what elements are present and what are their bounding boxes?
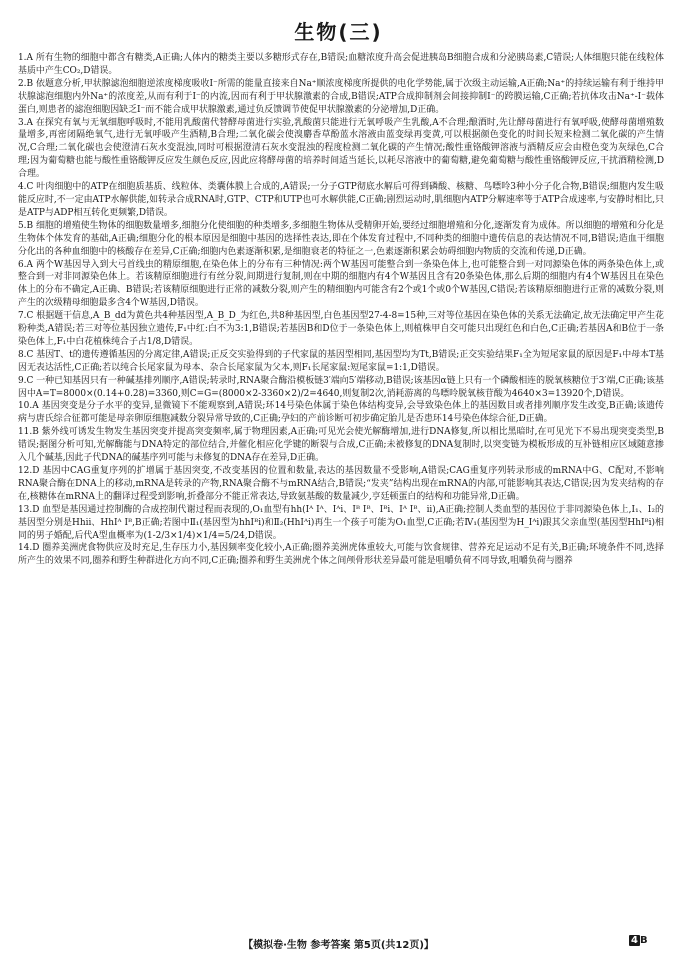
item-text: A 两个W基因导入到大弓首线虫的精原细胞,在染色体上的分布有三种情况:两个W基因可能整合到一条染色体上,也可能整合到一对同源染色体的两条染色体上,或整合到一对非同源染色体上。若该精原细胞进行有丝分裂,间期进行复制,则在中期的细胞内有4个W基因且含有20条染色体,那么后期的细胞内有4个W基因且在染色体上的分布不确定,A正确、B错误;若该精原细胞进行正常的减数分裂,则产生的精细胞内可能含有2个或1个或0个W基因,C错误;若该精原细胞进行正常的减数分裂,则产生的次级精母细胞最多含4个W基因,D错误。 bbox=[18, 259, 664, 309]
answer-item bbox=[18, 542, 664, 568]
item-number: 13. bbox=[18, 504, 33, 515]
answer-item bbox=[18, 465, 664, 504]
item-number: 11. bbox=[18, 427, 33, 438]
answer-item bbox=[18, 426, 664, 465]
answer-item bbox=[18, 78, 664, 117]
item-number: 10. bbox=[18, 401, 33, 412]
item-number: 7. bbox=[18, 311, 27, 322]
answer-item bbox=[18, 375, 664, 401]
item-text: A 基因突变是分子水平的变异,显微镜下不能观察到,A错误;环14号染色体属于染色体结构变异,会导致染色体上的基因数目或者排列顺序发生改变,B正确;该遗传病与唐氏综合征都可能是母亲卵原细胞减数分裂异常导致的,C正确;孕妇的产前诊断可初步确定胎儿是否患环14号染色体综合征,D正确。 bbox=[18, 401, 664, 425]
page-footer: 【模拟卷·生物 参考答案 第5页(共12页)】 bbox=[243, 940, 434, 951]
item-text: D 基因中CAG重复序列的扩增属于基因突变,不改变基因的位置和数量,表达的基因数量不受影响,A错误;CAG重复序列转录形成的mRNA中G、C配对,不影响RNA聚合酶在DNA上的移动,mRNA是转录的产物,RNA聚合酶不与mRNA结合,B错误;“发夹”结构出现在mRNA的内部,可能影响其表达,C错误;因为发夹结构的存在,核糖体在mRNA上的翻译过程受到影响,折叠部分不能正常表达,导致氨基酸的数量减少,亨廷顿蛋白的结构和功能异常,D正确。 bbox=[18, 466, 664, 502]
item-number: 8. bbox=[18, 349, 27, 360]
answer-item bbox=[18, 52, 664, 78]
item-text: C 一种已知基因只有一种碱基排列顺序,A错误;转录时,RNA聚合酶沿模板链3′端向5′端移动,B错误;该基因α链上只有一个磷酸相连的脱氧核糖位于3′端,C正确;该基因中A=T=8000×(0.14+0.28)=3360,则C=G=(8000×2-3360×2)/2=4640,则复制2次,消耗游离的鸟嘌呤脱氧核苷酸为4640×3=13920个,D错误。 bbox=[18, 375, 664, 399]
item-text: B 依题意分析,甲状腺滤泡细胞逆浓度梯度吸收I⁻所需的能量直接来自Na⁺顺浓度梯度所提供的电化学势能,属于次级主动运输,A正确;Na⁺的持续运输有利于维持甲状腺滤泡细胞内外Na⁺的浓度差,从而有利于I⁻的内流,因而有利于甲状腺激素的合成,B错误;ATP合成抑制剂会间接抑制I⁻的跨膜运输,C正确;若抗体攻击Na⁺-I⁻载体蛋白,则患者的滤泡细胞因缺乏I⁻而不能合成甲状腺激素,通过负反馈调节使促甲状腺激素的分泌增加,D正确。 bbox=[18, 78, 664, 115]
item-text: C 基因T、t的遗传遵循基因的分离定律,A错误;正反交实验得到的子代家鼠的基因型相同,基因型均为Tt,B错误;正交实验结果F₁全为短尾家鼠的原因是F₁中母本T基因无表达活性,C正确;若以纯合长尾家鼠为母本、杂合长尾家鼠为父本,则F₁长尾家鼠:短尾家鼠=1:1,D错误。 bbox=[18, 349, 664, 373]
answer-item bbox=[18, 220, 664, 259]
badge-number: 4 bbox=[631, 935, 638, 946]
answer-item bbox=[18, 259, 664, 311]
item-number: 2. bbox=[18, 78, 27, 89]
answer-item bbox=[18, 504, 664, 543]
answer-item bbox=[18, 400, 664, 426]
item-number: 5. bbox=[18, 220, 27, 231]
answer-item bbox=[18, 117, 664, 182]
item-number: 4. bbox=[18, 182, 27, 193]
item-text: B 细胞的增殖使生物体的细胞数量增多,细胞分化使细胞的种类增多,多细胞生物体从受精卵开始,要经过细胞增殖和分化,逐渐发育为成体。所以细胞的增殖和分化是生物体个体发育的基础,A正确;细胞分化的根本原因是细胞中基因的选择性表达,即在个体发育过程中,不同种类的细胞中遗传信息的表达情况不同,B错误;造血干细胞分化出的各种血细胞中的核酸存在差异,C正确;细胞内色素逐渐积累,是细胞衰老的特征之一,色素逐渐积累会妨碍细胞内物质的交流和传递,D正确。 bbox=[18, 220, 664, 257]
answer-item bbox=[18, 181, 664, 220]
answer-item bbox=[18, 349, 664, 375]
item-number: 14. bbox=[18, 543, 33, 554]
item-number: 9. bbox=[18, 375, 27, 386]
item-number: 1. bbox=[18, 53, 27, 63]
badge-letter: B bbox=[639, 935, 648, 946]
item-number: 12. bbox=[18, 466, 33, 476]
answer-list bbox=[18, 52, 664, 568]
item-text: C 根据题干信息,A_B_dd为黄色共4种基因型,A_B_D_为红色,共8种基因型,白色基因型27-4-8=15种,三对等位基因在染色体的关系无法确定,故无法确定甲产生花粉种类,A错误;若三对等位基因独立遗传,F₁中红:白不为3:1,B错误;若基因B和D位于一条染色体上,则植株甲自交可能只出现红色和白色,C正确;若基因A和B位于一条染色体上,F₁中白花植株纯合子占1/8,D错误。 bbox=[18, 311, 664, 347]
page-title: 生物(三) bbox=[294, 20, 383, 44]
item-text: D 血型是基因通过控制酶的合成控制代谢过程而表现的,O₁血型有hh(Iᴬ Iᴬ、Iᴬi、Iᴮ Iᴮ、Iᴮi、Iᴬ Iᴮ、ii),A正确;控制人类血型的基因位于非同源染色体上,Ⅰ₁、Ⅰ₂的基因型分别是Hhii、HhIᴬ Iᴮ,B正确;若图中Ⅱ₁(基因型为hhIᴮi)和Ⅱ₂(HhIᴬi)再生一个孩子可能为O₁血型,C正确;若Ⅳ₁(基因型为H_Iᴬi)跟其父亲血型(基因型HhIᴮi)相同的男子婚配,后代A型血概率为(1-2/3×1/4)×1/4=5/24,D错误。 bbox=[18, 504, 664, 541]
item-number: 3. bbox=[18, 117, 27, 128]
item-number: 6. bbox=[18, 259, 27, 270]
version-badge bbox=[629, 935, 648, 946]
item-text: A 所有生物的细胞中都含有糖类,A正确;人体内的糖类主要以多糖形式存在,B错误;血糖浓度升高会促进胰岛B细胞合成和分泌胰岛素,C错误;人体细胞只能在线粒体基质中产生CO₂,D错误。 bbox=[18, 53, 664, 76]
item-text: A 在探究有氧与无氧细胞呼吸时,不能用乳酸菌代替酵母菌进行实验,乳酸菌只能进行无氧呼吸产生乳酸,A不合理;酿酒时,先让酵母菌进行有氧呼吸,使酵母菌增殖数量增多,再密闭隔绝氧气,进行无氧呼吸产生酒精,B合理;二氧化碳会使溴麝香草酚蓝水溶液由蓝变绿再变黄,可以根据颜色变化的时间长短来检测二氧化碳的产生情况,C合理;二氧化碳也会使澄清石灰水变混浊,同时可根据澄清石灰水变混浊的程度检测二氧化碳的产生情况;酸性重铬酸钾溶液与酒精反应会由橙色变为灰绿色,C合理;因为葡萄糖也能与酸性重铬酸钾反应发生颜色反应,因此应将酵母菌的培养时间适当延长,以耗尽溶液中的葡萄糖,避免葡萄糖与酸性重铬酸钾反应,干扰酒精检测,D合理。 bbox=[18, 117, 664, 180]
answer-item bbox=[18, 310, 664, 349]
item-text: D 圈养美洲虎食物供应及时充足,生存压力小,基因频率变化较小,A正确;圈养美洲虎体重较大,可能与饮食规律、营养充足运动不足有关,B正确;环境条件不同,选择所产生的效果不同,圈养和野生种群进化方向不同,C正确;圈养和野生美洲虎个体之间颅骨形状差异最可能是咀嚼负荷不同导致,咀嚼负荷与圈养 bbox=[18, 543, 664, 567]
item-text: C 叶肉细胞中的ATP在细胞质基质、线粒体、类囊体膜上合成的,A错误;一分子GTP彻底水解后可得到磷酸、核糖、鸟嘌呤3种小分子化合物,B错误;细胞内发生吸能反应时,不一定由ATP水解供能,如转录合成RNA时,GTP、CTP和UTP也可水解供能,C正确;剧烈运动时,肌细胞内ATP分解速率等于ATP合成速率,与安静时相比,只是ATP与ADP相互转化更频繁,D错误。 bbox=[18, 182, 664, 218]
item-text: B 紫外线可诱发生物发生基因突变并提高突变频率,属于物理因素,A正确;可见光会使光解酶增加,进行DNA修复,所以相比黑暗时,在可见光下不易出现突变类型,B错误;据图分析可知,光解酶能与DNA特定的部位结合,并催化相应化学键的断裂与合成,C正确;未被修复的DNA复制时,以突变链为模板形成的互补链相应区域随意掺入几个碱基,因此子代DNA的碱基序列可能与未修复的DNA存在差异,D正确。 bbox=[18, 427, 664, 464]
